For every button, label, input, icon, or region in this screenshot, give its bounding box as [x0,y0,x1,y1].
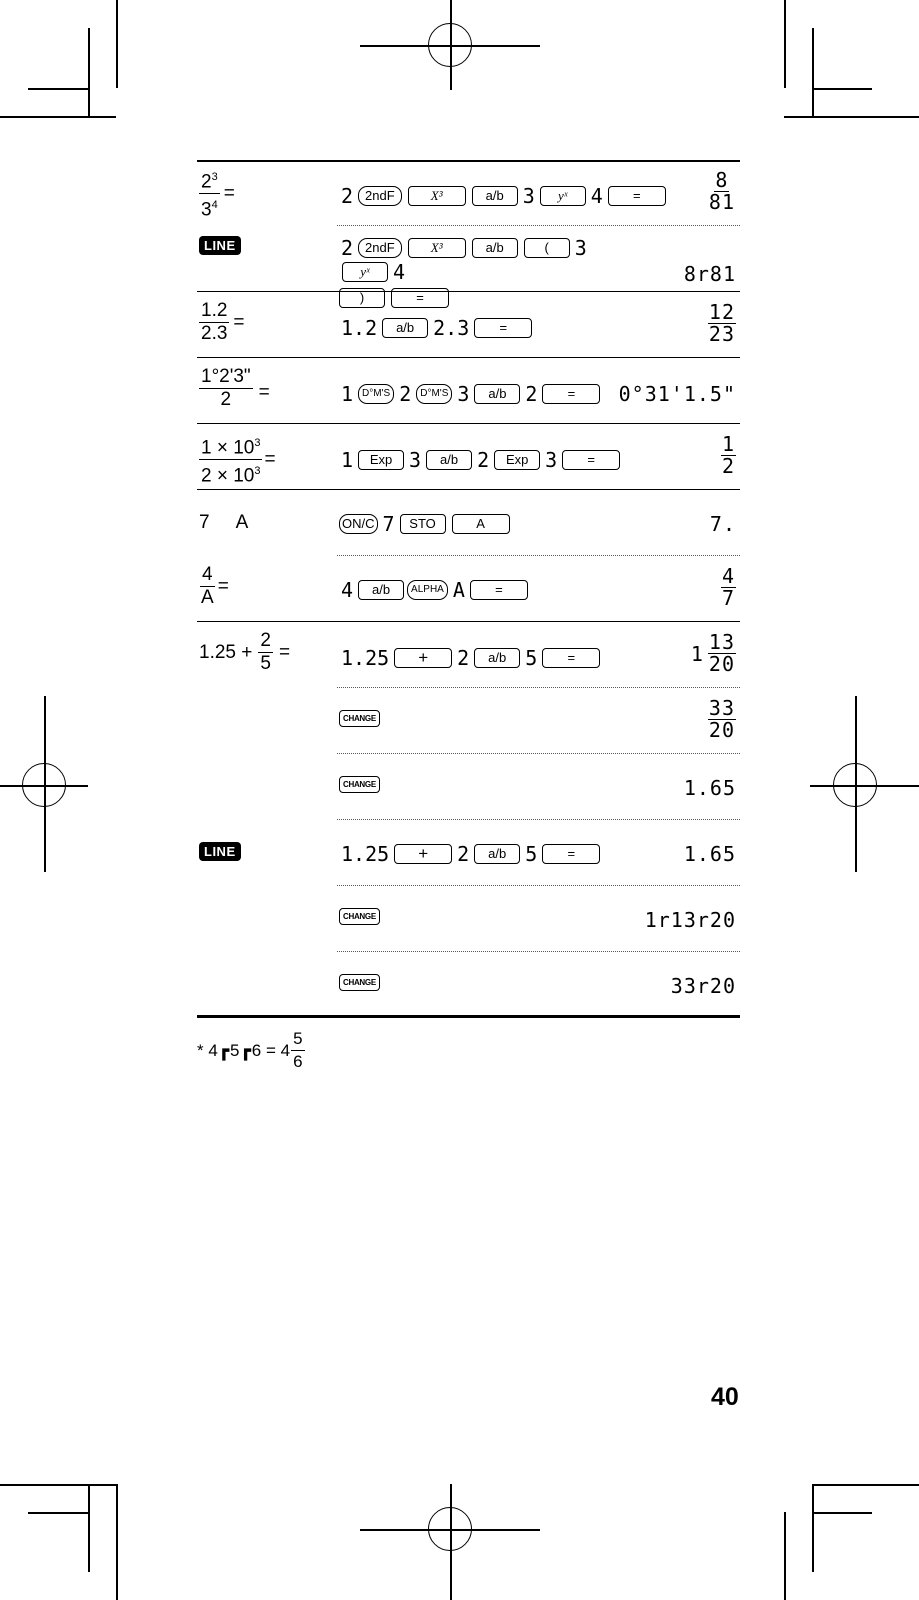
result-display: 1 $\frac{13}{20}$ [690,630,735,676]
fraction-key[interactable]: a/b [382,318,428,338]
example-row-change-4 [197,952,740,1018]
footnote: * 4 ┏ 5 ┏ 6 = 4 $\frac{5}{6}$ [197,1029,303,1071]
change-key[interactable]: CHANGE [339,908,380,925]
key-sequence: 1.25 + 2 a/b 5 = [339,646,603,670]
example-row-change-2 [197,754,740,820]
result-display: $\frac{1}{2}$ [721,432,735,478]
dms-key[interactable]: D°M'S [416,384,452,404]
calculation-examples-table [197,160,740,1073]
equals-key[interactable]: = [542,384,600,404]
power-key[interactable]: yˣ [540,186,586,206]
example-row-power-fraction [197,160,740,226]
example-row-exponent-fraction: $\frac{1 \times 10^3}{2 \times 10^3}$ = 1 Exp 3 a/b 2 Exp 3 = $\frac{1}{2}$ [197,424,740,490]
change-key[interactable]: CHANGE [339,710,380,727]
example-row-variable-fraction: $\frac{4}{A}$ = 4 a/b ALPHA A = $\frac{4}{7}$ [197,556,740,622]
equals-key[interactable]: = [542,648,600,668]
example-row-store-variable: 7 A ON/C 7 STO A 7. [197,490,740,556]
exp-key[interactable]: Exp [494,450,540,470]
fraction-key[interactable]: a/b [426,450,472,470]
second-function-key[interactable]: 2ndF [358,238,402,258]
store-key[interactable]: STO [400,514,446,534]
result-display: $\frac{33}{20}$ [708,696,735,742]
equals-key[interactable]: = [391,288,449,308]
line-mode-badge: LINE [199,236,241,255]
close-paren-key[interactable]: ) [339,288,385,308]
result-display: 1r13r20 [644,908,736,932]
example-row-change-1 [197,688,740,754]
power-key[interactable]: yˣ [342,262,388,282]
exp-key[interactable]: Exp [358,450,404,470]
fraction-key[interactable]: a/b [474,844,520,864]
result-display: 33r20 [670,974,736,998]
open-paren-key[interactable]: ( [524,238,570,258]
alpha-key[interactable]: ALPHA [407,580,448,600]
fraction-key[interactable]: a/b [474,648,520,668]
result-display: 1.65 [683,776,736,800]
fraction-key[interactable]: a/b [474,384,520,404]
key-sequence: ON/C 7 STO A [339,512,513,536]
variable-a-key[interactable]: A [452,514,510,534]
example-row-change-3 [197,886,740,952]
key-sequence: 1 D°M'S 2 D°M'S 3 a/b 2 = [339,382,603,406]
result-display: 0°31'1.5" [618,382,736,406]
change-key[interactable]: CHANGE [339,974,380,991]
key-sequence: 2 2ndF X³ a/b 3 yˣ 4 = [339,184,669,208]
line-mode-badge: LINE [199,842,241,861]
result-display: $\frac{8}{81}$ [708,168,735,214]
fraction-key[interactable]: a/b [472,238,518,258]
change-key[interactable]: CHANGE [339,776,380,793]
dms-key[interactable]: D°M'S [358,384,394,404]
equals-key[interactable]: = [562,450,620,470]
on-clear-key[interactable]: ON/C [339,514,378,534]
result-display: 1.65 [683,842,736,866]
equals-key[interactable]: = [470,580,528,600]
plus-key[interactable]: + [394,648,452,668]
example-row-mixed-sum-line [197,820,740,886]
key-sequence: 1.25 + 2 a/b 5 = [339,842,603,866]
equals-key[interactable]: = [608,186,666,206]
key-sequence: 1.2 a/b 2.3 = [339,316,535,340]
result-display: $\frac{4}{7}$ [721,564,735,610]
key-sequence: 2 2ndF X³ a/b ( 3 yˣ 4 ) = [339,236,639,308]
example-row-dms-fraction: $\frac{1^\circ 2'3"}{2}$ = 1 D°M'S 2 D°M'S 3 a/b 2 = 0°31'1.5" [197,358,740,424]
page-number: 40 [711,1383,739,1411]
equals-key[interactable]: = [542,844,600,864]
cube-key[interactable]: X³ [408,186,466,206]
example-row-decimal-fraction: $\frac{1.2}{2.3}$ = 1.2 a/b 2.3 = $\frac{12}{23}$ [197,292,740,358]
result-display: 7. [709,512,736,536]
cube-key[interactable]: X³ [408,238,466,258]
result-display: $\frac{12}{23}$ [708,300,735,346]
expression: $\frac{2^3}{3^4}$ = [199,166,235,222]
fraction-key[interactable]: a/b [472,186,518,206]
key-sequence: 4 a/b ALPHA A = [339,578,531,602]
second-function-key[interactable]: 2ndF [358,186,402,206]
fraction-key[interactable]: a/b [358,580,404,600]
example-row-mixed-sum: 1.25 + $\frac{2}{5}$ = 1.25 + 2 a/b 5 = 1 $\frac{13}{20}$ [197,622,740,688]
plus-key[interactable]: + [394,844,452,864]
equals-key[interactable]: = [474,318,532,338]
result-display: 8r81 [683,262,736,286]
key-sequence: 1 Exp 3 a/b 2 Exp 3 = [339,448,623,472]
example-row-power-fraction-line [197,226,740,305]
